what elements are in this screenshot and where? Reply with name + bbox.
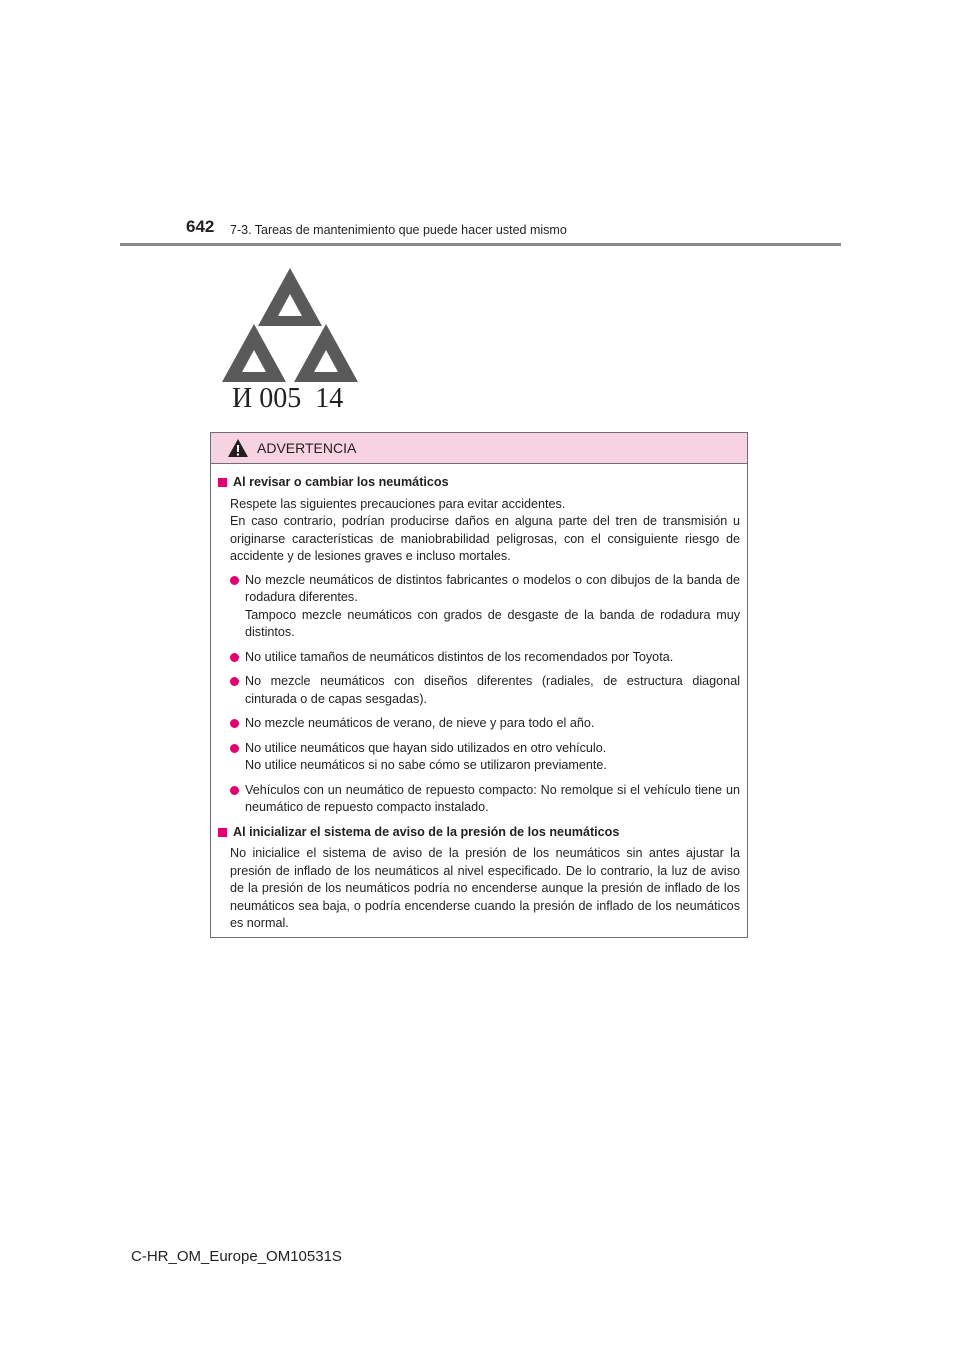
- list-item: [218, 649, 740, 667]
- section-heading: [218, 474, 740, 492]
- section-paragraph: No inicialice el sistema de aviso de la presión de los neumáticos sin antes ajustar la presión de inflado de los neumáticos al nivel especificado. De lo contrario, la luz de aviso de la presión de los neumáticos podría no encenderse aunque la presión de inflado de los neumáticos sea baja, o podría encenderse cuando la presión de inflado de los neumáticos es normal.: [230, 846, 740, 930]
- round-bullet-icon: [230, 719, 239, 728]
- section-intro: [218, 496, 740, 566]
- list-item-line: Tampoco mezcle neumáticos con grados de desgaste de la banda de rodadura muy distintos.: [245, 607, 740, 639]
- list-item-text: [245, 572, 740, 642]
- list-item-line: No mezcle neumáticos de verano, de nieve y para todo el año.: [245, 716, 595, 730]
- list-item-text: [245, 715, 740, 733]
- list-item-line: Vehículos con un neumático de repuesto compacto: No remolque si el vehículo tiene un neumático de repuesto compacto instalado.: [245, 782, 740, 814]
- list-item-line: No mezcle neumáticos de distintos fabricantes o modelos o con dibujos de la banda de rodadura diferentes.: [245, 572, 740, 604]
- list-item-line: No mezcle neumáticos con diseños diferentes (radiales, de estructura diagonal cinturada o de capas sesgadas).: [245, 674, 740, 706]
- section-heading: [218, 824, 740, 842]
- intro-line: En caso contrario, podrían producirse daños en alguna parte del tren de transmisión u originarse características de maniobrabilidad peligrosas, con el consiguiente riesgo de accidente y de lesiones graves e incluso mortales.: [230, 514, 740, 563]
- header-rule: [120, 243, 841, 246]
- warning-triangle-icon: [227, 438, 249, 458]
- list-item-text: [245, 649, 740, 667]
- round-bullet-icon: [230, 653, 239, 662]
- footer-doc-id: C-HR_OM_Europe_OM10531S: [131, 1248, 342, 1265]
- list-item-line: No utilice neumáticos que hayan sido utilizados en otro vehículo.: [245, 740, 607, 755]
- square-bullet-icon: [218, 828, 227, 837]
- section-title: 7-3. Tareas de mantenimiento que puede hacer usted mismo: [230, 223, 567, 237]
- square-bullet-icon: [218, 478, 227, 487]
- round-bullet-icon: [230, 576, 239, 585]
- list-item: [218, 740, 740, 775]
- round-bullet-icon: [230, 677, 239, 686]
- list-item-line: No utilice tamaños de neumáticos distintos de los recomendados por Toyota.: [245, 649, 674, 664]
- list-item: [218, 673, 740, 708]
- list-item: [218, 782, 740, 817]
- round-bullet-icon: [230, 744, 239, 753]
- list-item-text: [245, 740, 740, 775]
- list-item-line: No utilice neumáticos si no sabe cómo se utilizaron previamente.: [245, 758, 607, 772]
- section-heading-text: Al inicializar el sistema de aviso de la presión de los neumáticos: [233, 824, 620, 839]
- section-text: [218, 845, 740, 933]
- list-item: [218, 572, 740, 642]
- warning-title: ADVERTENCIA: [257, 440, 357, 456]
- round-bullet-icon: [230, 786, 239, 795]
- tire-mark-code: И 005 14: [232, 383, 344, 414]
- warning-body: [211, 464, 747, 933]
- warning-header: [211, 433, 747, 464]
- list-item-text: [245, 782, 740, 817]
- list-item-text: [245, 673, 740, 708]
- warning-box: [210, 432, 748, 938]
- intro-line: Respete las siguientes precauciones para evitar accidentes.: [230, 496, 566, 511]
- page-number: 642: [186, 217, 215, 236]
- section-heading-text: Al revisar o cambiar los neumáticos: [233, 475, 449, 489]
- list-item: [218, 715, 740, 733]
